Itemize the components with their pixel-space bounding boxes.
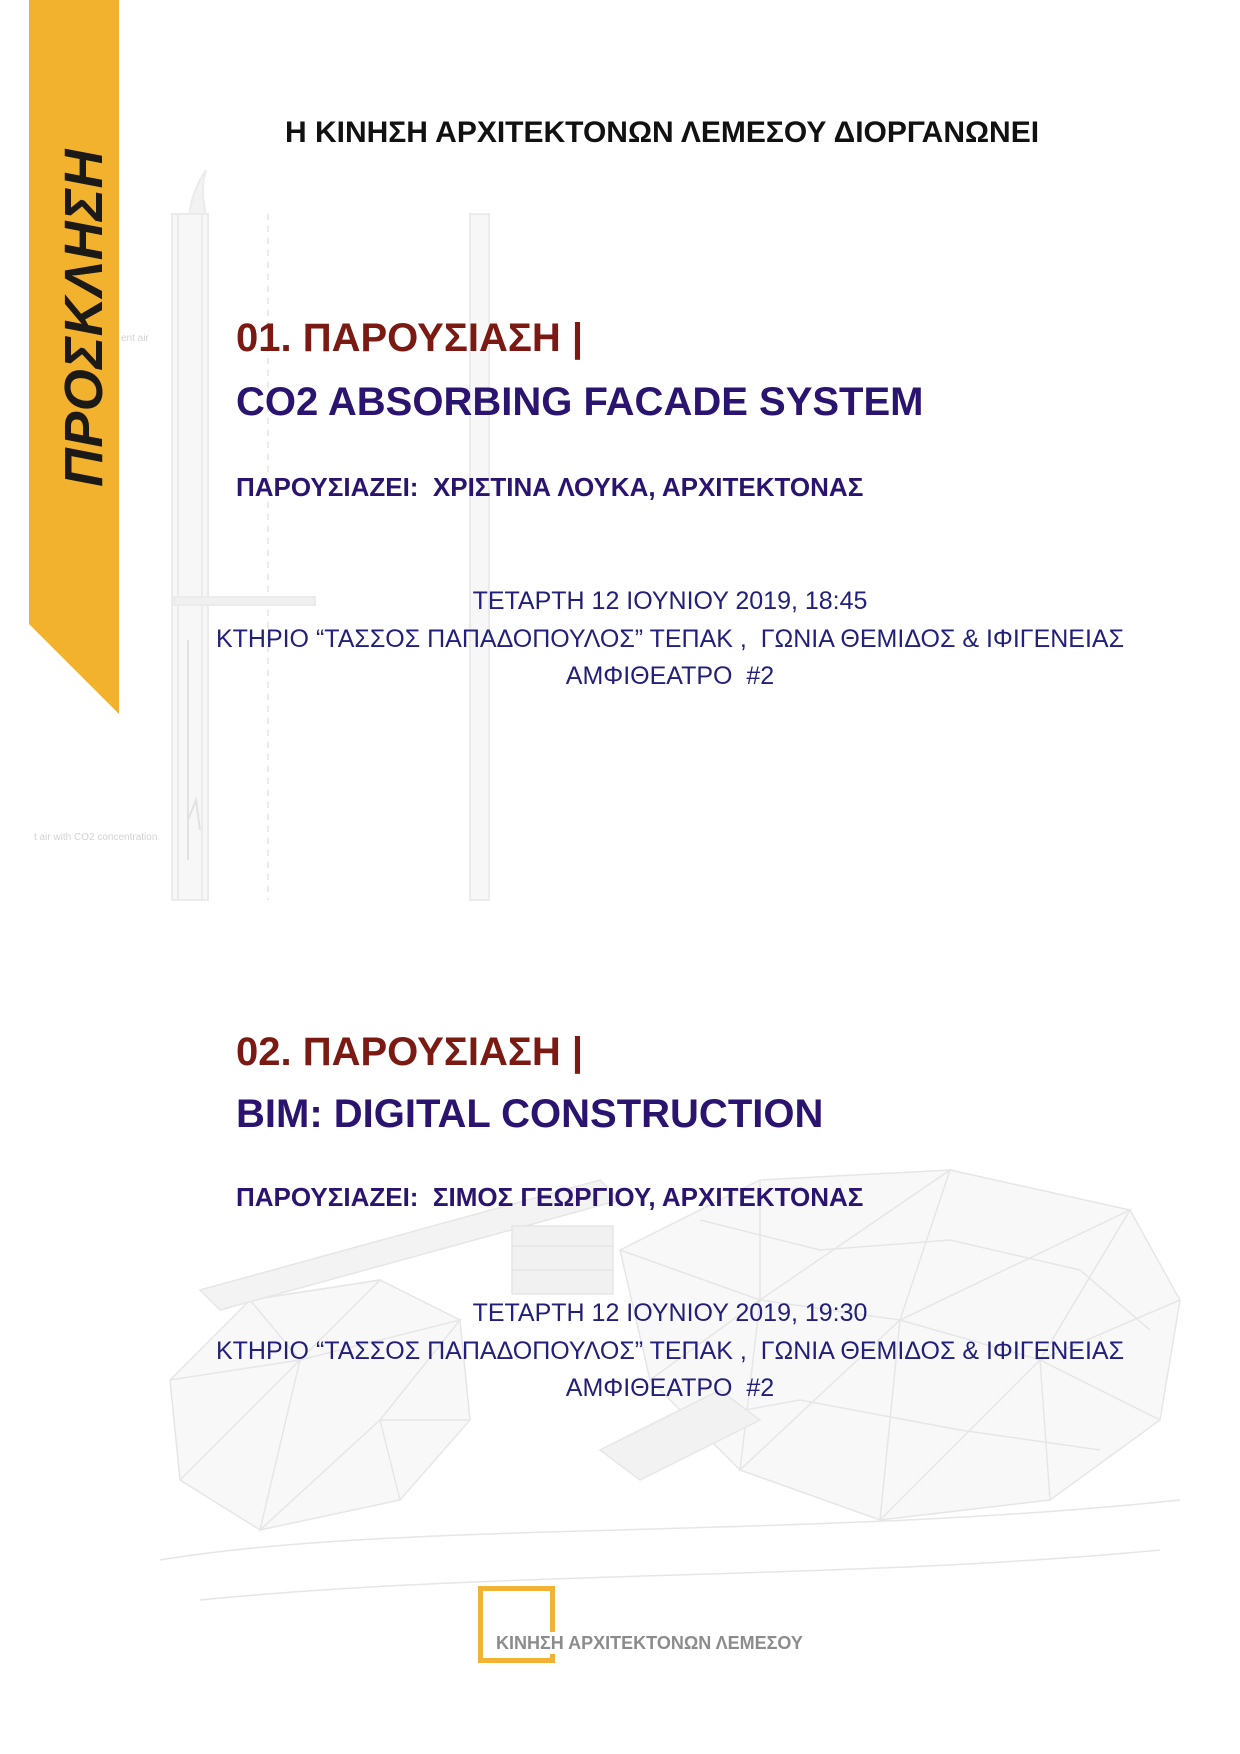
facade-section-drawing bbox=[172, 170, 489, 900]
drawing-label-ambient-air: ent air bbox=[121, 333, 149, 344]
presentation-title: BIM: DIGITAL CONSTRUCTION bbox=[236, 1092, 824, 1136]
presentation-number: 02. ΠΑΡΟΥΣΙΑΣΗ | bbox=[236, 1030, 584, 1074]
event-details bbox=[170, 583, 1170, 696]
presentation-title: CO2 ABSORBING FACADE SYSTEM bbox=[236, 380, 924, 424]
presentation-number: 01. ΠΑΡΟΥΣΙΑΣΗ | bbox=[236, 316, 584, 360]
event-date-time: ΤΕΤΑΡΤΗ 12 ΙΟΥΝΙΟΥ 2019, 19:30 bbox=[472, 1299, 868, 1327]
organizer-logo-text: ΚΙΝΗΣΗ ΑΡΧΙΤΕΚΤΟΝΩΝ ΛΕΜΕΣΟΥ bbox=[493, 1632, 806, 1654]
event-details bbox=[170, 1295, 1170, 1408]
presenter-line: ΠΑΡΟΥΣΙΑΖΕΙ: ΣΙΜΟΣ ΓΕΩΡΓΙΟΥ, ΑΡΧΙΤΕΚΤΟΝΑΣ bbox=[236, 1182, 864, 1212]
organizer-heading: Η ΚΙΝΗΣΗ ΑΡΧΙΤΕΚΤΟΝΩΝ ΛΕΜΕΣΟΥ ΔΙΟΡΓΑΝΩΝΕΙ bbox=[284, 116, 1040, 149]
event-room: ΑΜΦΙΘΕΑΤΡΟ #2 bbox=[565, 1374, 775, 1402]
presenter-line: ΠΑΡΟΥΣΙΑΖΕΙ: ΧΡΙΣΤΙΝΑ ΛΟΥΚΑ, ΑΡΧΙΤΕΚΤΟΝΑΣ bbox=[236, 472, 864, 502]
event-venue: ΚΤΗΡΙΟ “ΤΑΣΣΟΣ ΠΑΠΑΔΟΠΟΥΛΟΣ” ΤΕΠΑΚ , ΓΩΝΙΑ ΘΕΜΙΔΟΣ & ΙΦΙΓΕΝΕΙΑΣ bbox=[215, 624, 1125, 653]
drawing-label-co2-air: t air with CO2 concentration bbox=[34, 832, 158, 843]
event-venue: ΚΤΗΡΙΟ “ΤΑΣΣΟΣ ΠΑΠΑΔΟΠΟΥΛΟΣ” ΤΕΠΑΚ , ΓΩΝΙΑ ΘΕΜΙΔΟΣ & ΙΦΙΓΕΝΕΙΑΣ bbox=[215, 1336, 1125, 1365]
event-room: ΑΜΦΙΘΕΑΤΡΟ #2 bbox=[565, 662, 775, 690]
invitation-banner-label: ΠΡΟΣΚΛΗΣΗ bbox=[54, 148, 114, 488]
event-date-time: ΤΕΤΑΡΤΗ 12 ΙΟΥΝΙΟΥ 2019, 18:45 bbox=[472, 587, 868, 615]
